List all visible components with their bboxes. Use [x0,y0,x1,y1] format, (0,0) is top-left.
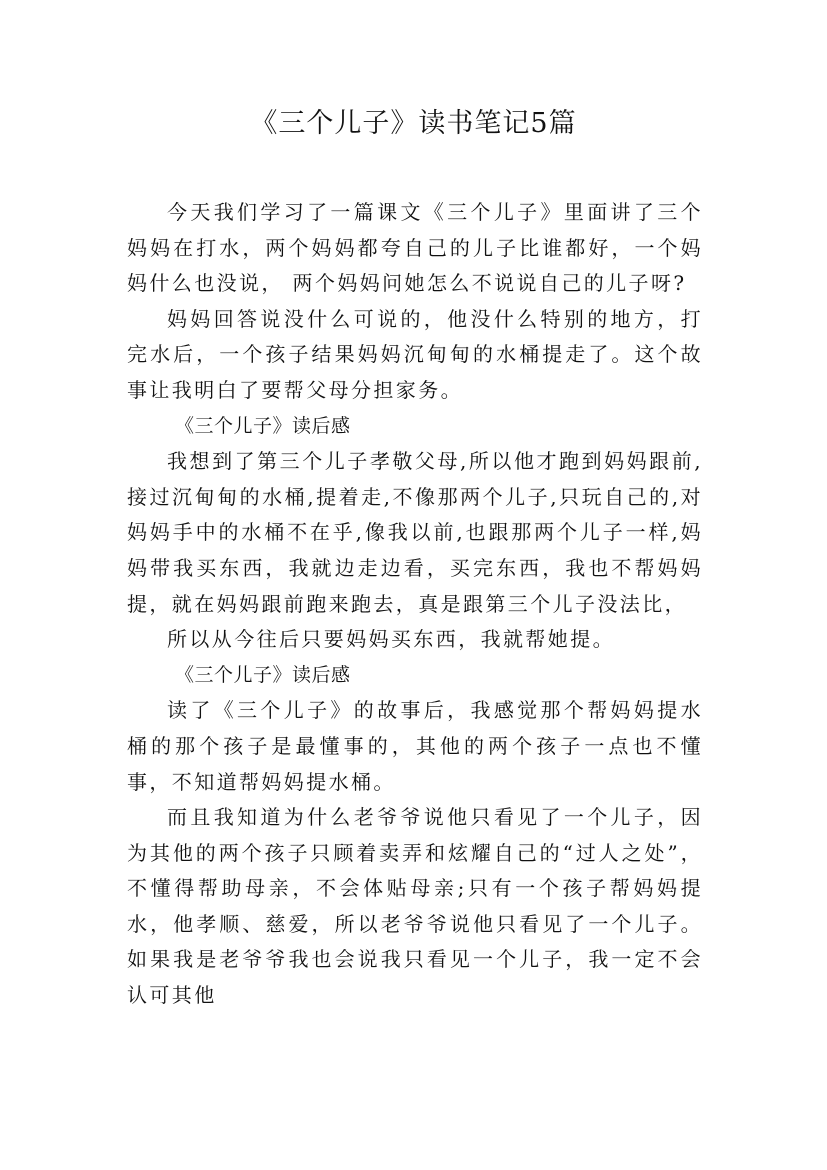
paragraph-2: 妈妈回答说没什么可说的，他没什么特别的地方，打完水后，一个孩子结果妈妈沉甸甸的水桶提走了。这个故事让我明白了要帮父母分担家务。 [127,306,703,402]
paragraph-4: 所以从今往后只要妈妈买东西，我就帮她提。 [167,627,615,652]
section-heading-2: 《三个儿子》读后感 [175,663,351,686]
paragraph-1: 今天我们学习了一篇课文《三个儿子》里面讲了三个妈妈在打水，两个妈妈都夸自己的儿子比谁都好，一个妈妈什么也没说， 两个妈妈问她怎么不说说自己的儿子呀? [127,200,703,296]
paragraph-3: 我想到了第三个儿子孝敬父母,所以他才跑到妈妈跟前,接过沉甸甸的水桶,提着走,不像那两个儿子,只玩自己的,对妈妈手中的水桶不在乎,像我以前,也跟那两个儿子一样,妈妈带我买东西，我就边走边看，买完东西，我也不帮妈妈提，就在妈妈跟前跑来跑去，真是跟第三个儿子没法比， [127,449,703,616]
document-title: 《三个儿子》读书笔记5篇 [250,108,577,139]
paragraph-6: 而且我知道为什么老爷爷说他只看见了一个儿子，因为其他的两个孩子只顾着卖弄和炫耀自己的“过人之处”，不懂得帮助母亲，不会体贴母亲;只有一个孩子帮妈妈提水，他孝顺、慈爱，所以老爷爷说他只看见了一个儿子。如果我是老爷爷我也会说我只看见一个儿子，我一定不会认可其他 [127,805,703,1008]
section-heading-1: 《三个儿子》读后感 [175,414,351,437]
paragraph-5: 读了《三个儿子》的故事后，我感觉那个帮妈妈提水桶的那个孩子是最懂事的，其他的两个孩子一点也不懂事，不知道帮妈妈提水桶。 [127,698,703,794]
document-body [127,195,703,1014]
